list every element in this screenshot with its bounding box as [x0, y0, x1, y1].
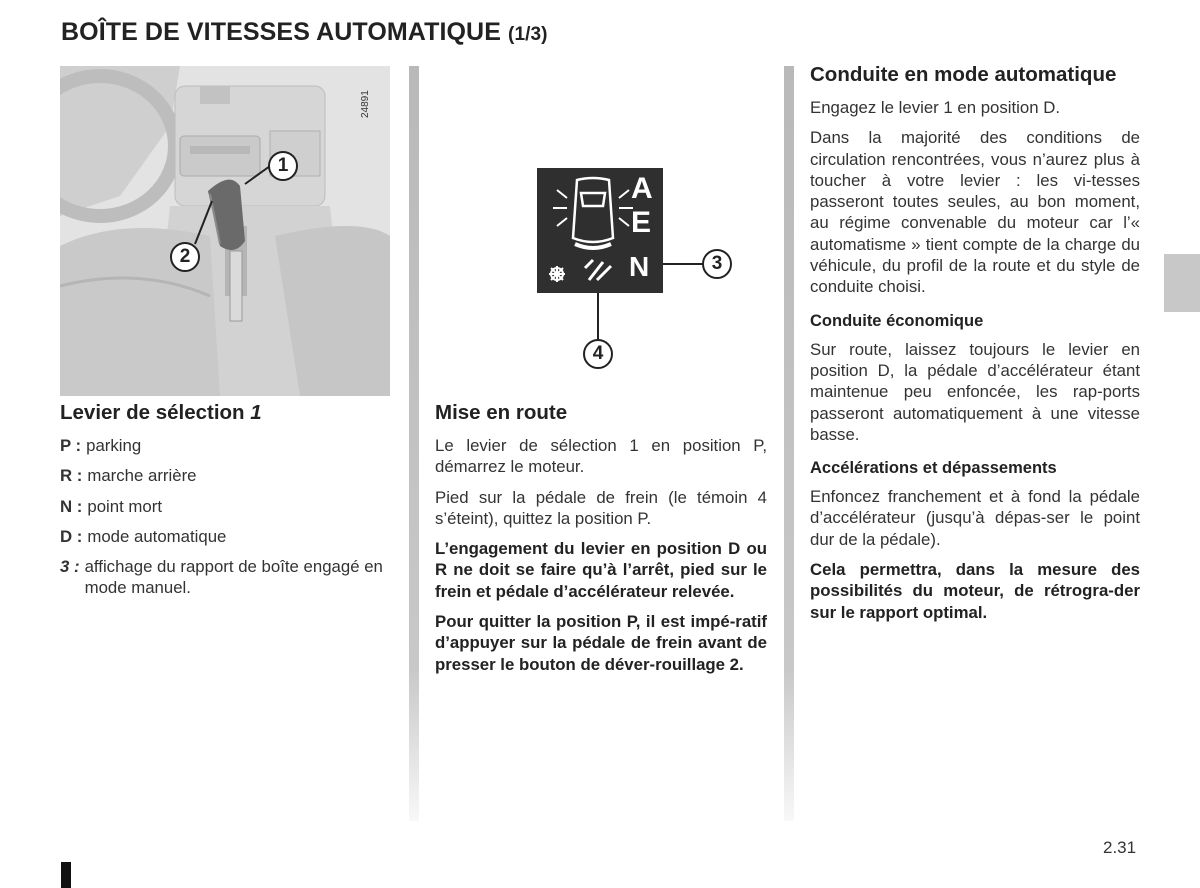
subheading-economy: Conduite économique: [810, 311, 984, 330]
corner-mark: [61, 862, 71, 888]
svg-text:E: E: [631, 206, 652, 239]
column-divider-2: [784, 66, 794, 821]
page-title: [61, 18, 548, 47]
legend-item: D : mode automatique: [60, 526, 227, 546]
subheading-acceleration: Accélérations et dépassements: [810, 459, 1057, 478]
callout-2: 2: [170, 242, 200, 272]
gear-lever-illustration: [60, 66, 390, 396]
column-selector-lever: [60, 400, 395, 608]
column-divider-1: [409, 66, 419, 821]
snowflake-gear-icon: [549, 266, 565, 282]
page-number: 2.31: [1103, 838, 1137, 857]
warning-paragraph: L’engagement du levier en position D ou R ne doit se faire qu’à l’arrêt, pied sur le frein et pédale d’accélérateur relevée.: [435, 539, 767, 601]
chapter-tab: [1164, 254, 1200, 312]
legend-item: R : marche arrière: [60, 466, 197, 486]
legend-item: P : parking: [60, 436, 142, 455]
callout-3: 3: [702, 249, 732, 279]
page-title-sub: (1/3): [508, 24, 548, 45]
highlight-paragraph: Cela permettra, dans la mesure des possibilités du moteur, de rétrogra-der sur le rapport optimal.: [810, 560, 1140, 622]
svg-text:N: N: [629, 251, 650, 282]
paragraph: Pied sur la pédale de frein (le témoin 4 s’éteint), quittez la position P.: [435, 487, 767, 528]
heading-ref-number: 1: [250, 401, 262, 424]
car-interior-drawing: [60, 66, 390, 396]
figure-number: 24891: [360, 90, 371, 118]
legend-item: 3 : affichage du rapport de boîte engagé en mode manuel.: [60, 557, 383, 598]
column-automatic-driving: [810, 62, 1140, 632]
legend-item: N : point mort: [60, 496, 162, 516]
warning-paragraph: Pour quitter la position P, il est impé-ratif d’appuyer sur la pédale de frein avant de presser le bouton de déver-rouillage 2.: [435, 612, 767, 674]
paragraph: Sur route, laissez toujours le levier en position D, la pédale d’accélérateur étant maintenue peu enfoncée, les rap-ports passeront automatiquement à une vitesse basse.: [810, 339, 1140, 444]
paragraph: Le levier de sélection 1 en position P, démarrez le moteur.: [435, 436, 767, 477]
callout-4: 4: [583, 339, 613, 369]
section-heading-selector: Levier de sélection 1: [60, 401, 262, 424]
page-title-main: BOÎTE DE VITESSES AUTOMATIQUE: [61, 18, 501, 46]
callout-1: 1: [268, 151, 298, 181]
paragraph: Engagez le levier 1 en position D.: [810, 98, 1061, 117]
column-starting: [435, 400, 767, 684]
paragraph: Dans la majorité des conditions de circulation rencontrées, vous n’aurez plus à toucher à votre levier : les vi-tesses passeront toutes seules, au bon moment, au régime convenable du moteur car l’« automatisme » tient compte de la charge du véhicule, du profil de la route et du style de conduite choisi.: [810, 128, 1140, 297]
paragraph: Enfoncez franchement et à fond la pédale d’accélérateur (jusqu’à dépas-ser le point dur de la pédale).: [810, 487, 1140, 549]
section-heading-starting: Mise en route: [435, 401, 568, 424]
section-heading-automatic: Conduite en mode automatique: [810, 63, 1117, 86]
svg-text:A: A: [631, 172, 653, 205]
